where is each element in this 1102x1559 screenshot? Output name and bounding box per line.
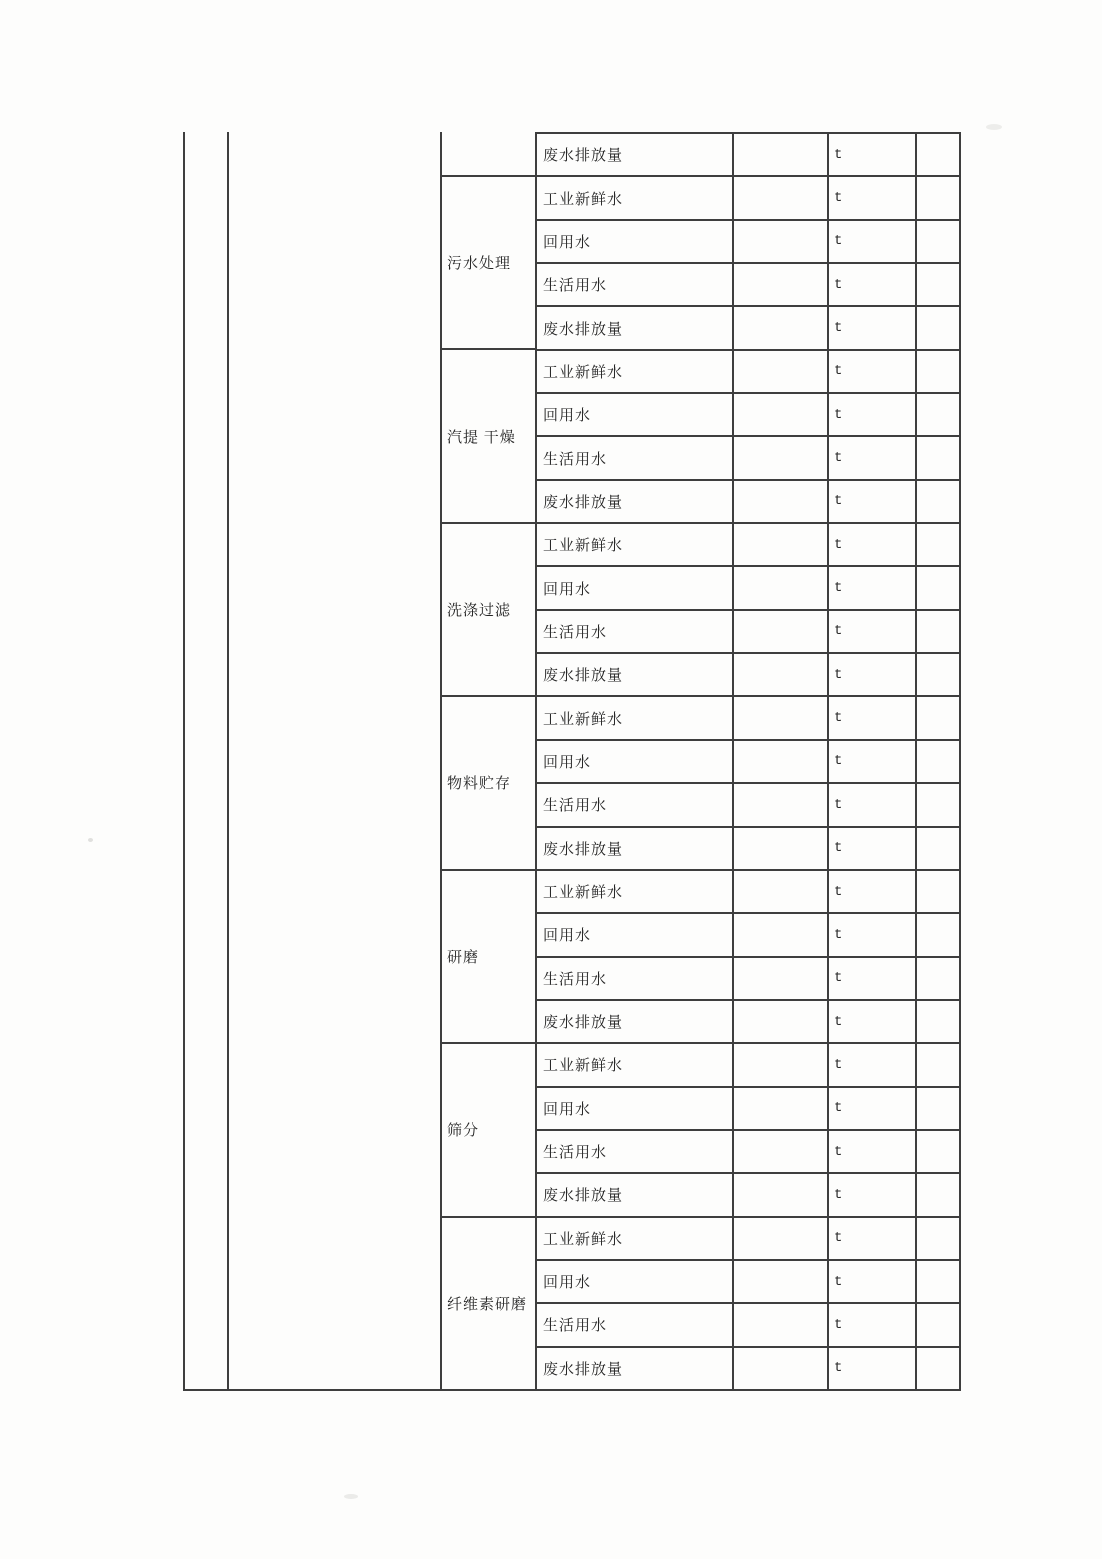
remark-cell: [917, 567, 959, 608]
table-row: [537, 481, 959, 524]
water-type-cell: [537, 828, 734, 869]
value-cell: [734, 1304, 829, 1345]
water-type-cell: [537, 221, 734, 262]
water-type-label: 回用水: [543, 1275, 592, 1292]
process-column: [442, 132, 537, 1391]
remark-cell: [917, 1001, 959, 1042]
water-type-cell: [537, 351, 734, 392]
value-cell: [734, 177, 829, 218]
unit-cell: [829, 871, 917, 912]
process-cell: [442, 1216, 535, 1389]
remark-cell: [917, 741, 959, 782]
remark-cell: [917, 221, 959, 262]
process-cell: [442, 869, 535, 1042]
unit-cell: [829, 1001, 917, 1042]
water-type-label: 废水排放量: [543, 1361, 624, 1378]
value-cell: [734, 1261, 829, 1302]
water-type-label: 回用水: [543, 234, 592, 251]
value-cell: [734, 351, 829, 392]
water-type-label: 废水排放量: [543, 148, 624, 165]
process-label: 物料贮存: [447, 776, 512, 793]
unit-label: t: [834, 1230, 843, 1247]
table-row: [537, 611, 959, 654]
table-row: [537, 958, 959, 1001]
table-row: [537, 177, 959, 220]
water-type-cell: [537, 1304, 734, 1345]
unit-label: t: [834, 883, 843, 900]
remark-cell: [917, 264, 959, 305]
unit-label: t: [834, 1360, 843, 1377]
water-type-label: 回用水: [543, 581, 592, 598]
unit-label: t: [834, 1056, 843, 1073]
table-row: [537, 134, 959, 177]
process-label: 污水处理: [447, 256, 512, 273]
water-type-label: 废水排放量: [543, 494, 624, 511]
unit-label: t: [834, 363, 843, 380]
unit-label: t: [834, 1100, 843, 1117]
water-type-cell: [537, 1261, 734, 1302]
unit-label: t: [834, 753, 843, 770]
remark-cell: [917, 437, 959, 478]
unit-cell: [829, 394, 917, 435]
value-cell: [734, 134, 829, 175]
table-row: [537, 1348, 959, 1391]
water-type-cell: [537, 1174, 734, 1215]
remark-cell: [917, 481, 959, 522]
unit-label: t: [834, 1273, 843, 1290]
water-type-label: 回用水: [543, 754, 592, 771]
water-type-label: 废水排放量: [543, 1188, 624, 1205]
remark-cell: [917, 1304, 959, 1345]
unit-cell: [829, 1348, 917, 1389]
value-cell: [734, 221, 829, 262]
unit-cell: [829, 1261, 917, 1302]
unit-label: t: [834, 710, 843, 727]
unit-cell: [829, 697, 917, 738]
water-type-cell: [537, 914, 734, 955]
process-cell: [442, 522, 535, 695]
unit-label: t: [834, 190, 843, 207]
water-type-label: 废水排放量: [543, 668, 624, 685]
unit-cell: [829, 134, 917, 175]
water-type-label: 生活用水: [543, 624, 608, 641]
unit-label: t: [834, 276, 843, 293]
remark-cell: [917, 351, 959, 392]
table-row: [537, 1131, 959, 1174]
table-row: [537, 567, 959, 610]
value-cell: [734, 1348, 829, 1389]
unit-cell: [829, 611, 917, 652]
unit-cell: [829, 264, 917, 305]
value-cell: [734, 1044, 829, 1085]
unit-cell: [829, 914, 917, 955]
unit-cell: [829, 1218, 917, 1259]
unit-label: t: [834, 623, 843, 640]
unit-cell: [829, 1304, 917, 1345]
value-cell: [734, 914, 829, 955]
process-cell: [442, 348, 535, 521]
remark-cell: [917, 524, 959, 565]
remark-cell: [917, 1088, 959, 1129]
remark-cell: [917, 307, 959, 348]
unit-label: t: [834, 536, 843, 553]
water-type-label: 生活用水: [543, 451, 608, 468]
remark-cell: [917, 1348, 959, 1389]
water-type-cell: [537, 481, 734, 522]
value-cell: [734, 828, 829, 869]
water-type-cell: [537, 524, 734, 565]
unit-cell: [829, 567, 917, 608]
water-type-cell: [537, 1088, 734, 1129]
table-row: [537, 351, 959, 394]
water-type-label: 回用水: [543, 1101, 592, 1118]
water-type-cell: [537, 1348, 734, 1389]
unit-cell: [829, 784, 917, 825]
process-cell-continued: [442, 132, 535, 175]
remark-cell: [917, 654, 959, 695]
water-type-cell: [537, 1131, 734, 1172]
water-type-cell: [537, 567, 734, 608]
table-row: [537, 1174, 959, 1217]
water-type-cell: [537, 871, 734, 912]
table-row: [537, 741, 959, 784]
water-type-label: 工业新鲜水: [543, 1231, 624, 1248]
value-cell: [734, 307, 829, 348]
water-type-label: 废水排放量: [543, 321, 624, 338]
water-type-label: 工业新鲜水: [543, 1058, 624, 1075]
water-type-cell: [537, 1044, 734, 1085]
table-row: [537, 828, 959, 871]
scan-speckle: [344, 1494, 358, 1499]
value-cell: [734, 784, 829, 825]
table-row: [537, 1088, 959, 1131]
value-cell: [734, 264, 829, 305]
table-row: [537, 437, 959, 480]
unit-cell: [829, 481, 917, 522]
remark-cell: [917, 177, 959, 218]
value-cell: [734, 1088, 829, 1129]
unit-cell: [829, 828, 917, 869]
value-cell: [734, 958, 829, 999]
scan-speckle: [88, 838, 93, 842]
unit-label: t: [834, 970, 843, 987]
unit-label: t: [834, 450, 843, 467]
category-column-empty: [229, 132, 442, 1391]
unit-label: t: [834, 1013, 843, 1030]
water-type-label: 生活用水: [543, 278, 608, 295]
remark-cell: [917, 958, 959, 999]
table-row: [537, 221, 959, 264]
value-cell: [734, 1174, 829, 1215]
water-type-cell: [537, 611, 734, 652]
value-cell: [734, 654, 829, 695]
water-type-cell: [537, 264, 734, 305]
value-cell: [734, 394, 829, 435]
water-type-label: 工业新鲜水: [543, 364, 624, 381]
water-type-cell: [537, 394, 734, 435]
water-type-label: 回用水: [543, 928, 592, 945]
value-cell: [734, 481, 829, 522]
unit-cell: [829, 654, 917, 695]
unit-cell: [829, 1088, 917, 1129]
process-label: 洗涤过滤: [447, 602, 512, 619]
process-label: 汽提 干燥: [447, 429, 516, 446]
value-cell: [734, 567, 829, 608]
water-type-label: 生活用水: [543, 1145, 608, 1162]
water-type-label: 回用水: [543, 408, 592, 425]
value-cell: [734, 611, 829, 652]
scan-speckle: [986, 124, 1002, 130]
unit-label: t: [834, 233, 843, 250]
unit-cell: [829, 524, 917, 565]
remark-cell: [917, 1131, 959, 1172]
table-row: [537, 1001, 959, 1044]
remark-cell: [917, 134, 959, 175]
water-type-cell: [537, 958, 734, 999]
process-cell: [442, 1042, 535, 1215]
water-type-label: 工业新鲜水: [543, 885, 624, 902]
table-row: [537, 264, 959, 307]
water-type-label: 工业新鲜水: [543, 711, 624, 728]
water-type-label: 生活用水: [543, 1318, 608, 1335]
left-margin-column: [183, 132, 229, 1391]
remark-cell: [917, 1044, 959, 1085]
unit-label: t: [834, 1143, 843, 1160]
value-cell: [734, 1001, 829, 1042]
detail-rows: [537, 132, 961, 1391]
unit-cell: [829, 1044, 917, 1085]
remark-cell: [917, 784, 959, 825]
value-cell: [734, 524, 829, 565]
remark-cell: [917, 914, 959, 955]
table-row: [537, 1218, 959, 1261]
unit-label: t: [834, 796, 843, 813]
unit-label: t: [834, 580, 843, 597]
value-cell: [734, 741, 829, 782]
remark-cell: [917, 1261, 959, 1302]
unit-cell: [829, 221, 917, 262]
water-type-cell: [537, 697, 734, 738]
value-cell: [734, 697, 829, 738]
water-type-cell: [537, 654, 734, 695]
table-row: [537, 524, 959, 567]
water-type-cell: [537, 784, 734, 825]
table-row: [537, 914, 959, 957]
unit-label: t: [834, 840, 843, 857]
water-type-label: 废水排放量: [543, 1015, 624, 1032]
water-type-cell: [537, 1001, 734, 1042]
water-type-label: 生活用水: [543, 798, 608, 815]
remark-cell: [917, 611, 959, 652]
water-use-table: [183, 132, 961, 1391]
table-row: [537, 1044, 959, 1087]
unit-cell: [829, 1174, 917, 1215]
water-type-cell: [537, 134, 734, 175]
unit-cell: [829, 958, 917, 999]
table-row: [537, 697, 959, 740]
process-label: 筛分: [447, 1123, 480, 1140]
water-type-cell: [537, 307, 734, 348]
water-type-label: 工业新鲜水: [543, 538, 624, 555]
table-row: [537, 1304, 959, 1347]
unit-cell: [829, 351, 917, 392]
process-cell: [442, 175, 535, 348]
value-cell: [734, 871, 829, 912]
water-type-label: 工业新鲜水: [543, 191, 624, 208]
water-type-cell: [537, 437, 734, 478]
unit-label: t: [834, 1186, 843, 1203]
process-label: 纤维素研磨: [447, 1296, 528, 1313]
remark-cell: [917, 697, 959, 738]
table-row: [537, 871, 959, 914]
water-type-label: 生活用水: [543, 971, 608, 988]
table-row: [537, 307, 959, 350]
unit-cell: [829, 1131, 917, 1172]
unit-label: t: [834, 493, 843, 510]
water-type-label: 废水排放量: [543, 841, 624, 858]
unit-label: t: [834, 926, 843, 943]
value-cell: [734, 437, 829, 478]
remark-cell: [917, 394, 959, 435]
table-row: [537, 394, 959, 437]
unit-cell: [829, 177, 917, 218]
remark-cell: [917, 1218, 959, 1259]
unit-label: t: [834, 320, 843, 337]
remark-cell: [917, 828, 959, 869]
unit-cell: [829, 437, 917, 478]
table-row: [537, 1261, 959, 1304]
unit-label: t: [834, 1316, 843, 1333]
unit-label: t: [834, 146, 843, 163]
process-cell: [442, 695, 535, 868]
unit-label: t: [834, 666, 843, 683]
process-label: 研磨: [447, 949, 480, 966]
table-row: [537, 784, 959, 827]
table-row: [537, 654, 959, 697]
remark-cell: [917, 1174, 959, 1215]
unit-cell: [829, 741, 917, 782]
value-cell: [734, 1218, 829, 1259]
water-type-cell: [537, 1218, 734, 1259]
value-cell: [734, 1131, 829, 1172]
unit-cell: [829, 307, 917, 348]
water-type-cell: [537, 741, 734, 782]
remark-cell: [917, 871, 959, 912]
unit-label: t: [834, 406, 843, 423]
water-type-cell: [537, 177, 734, 218]
